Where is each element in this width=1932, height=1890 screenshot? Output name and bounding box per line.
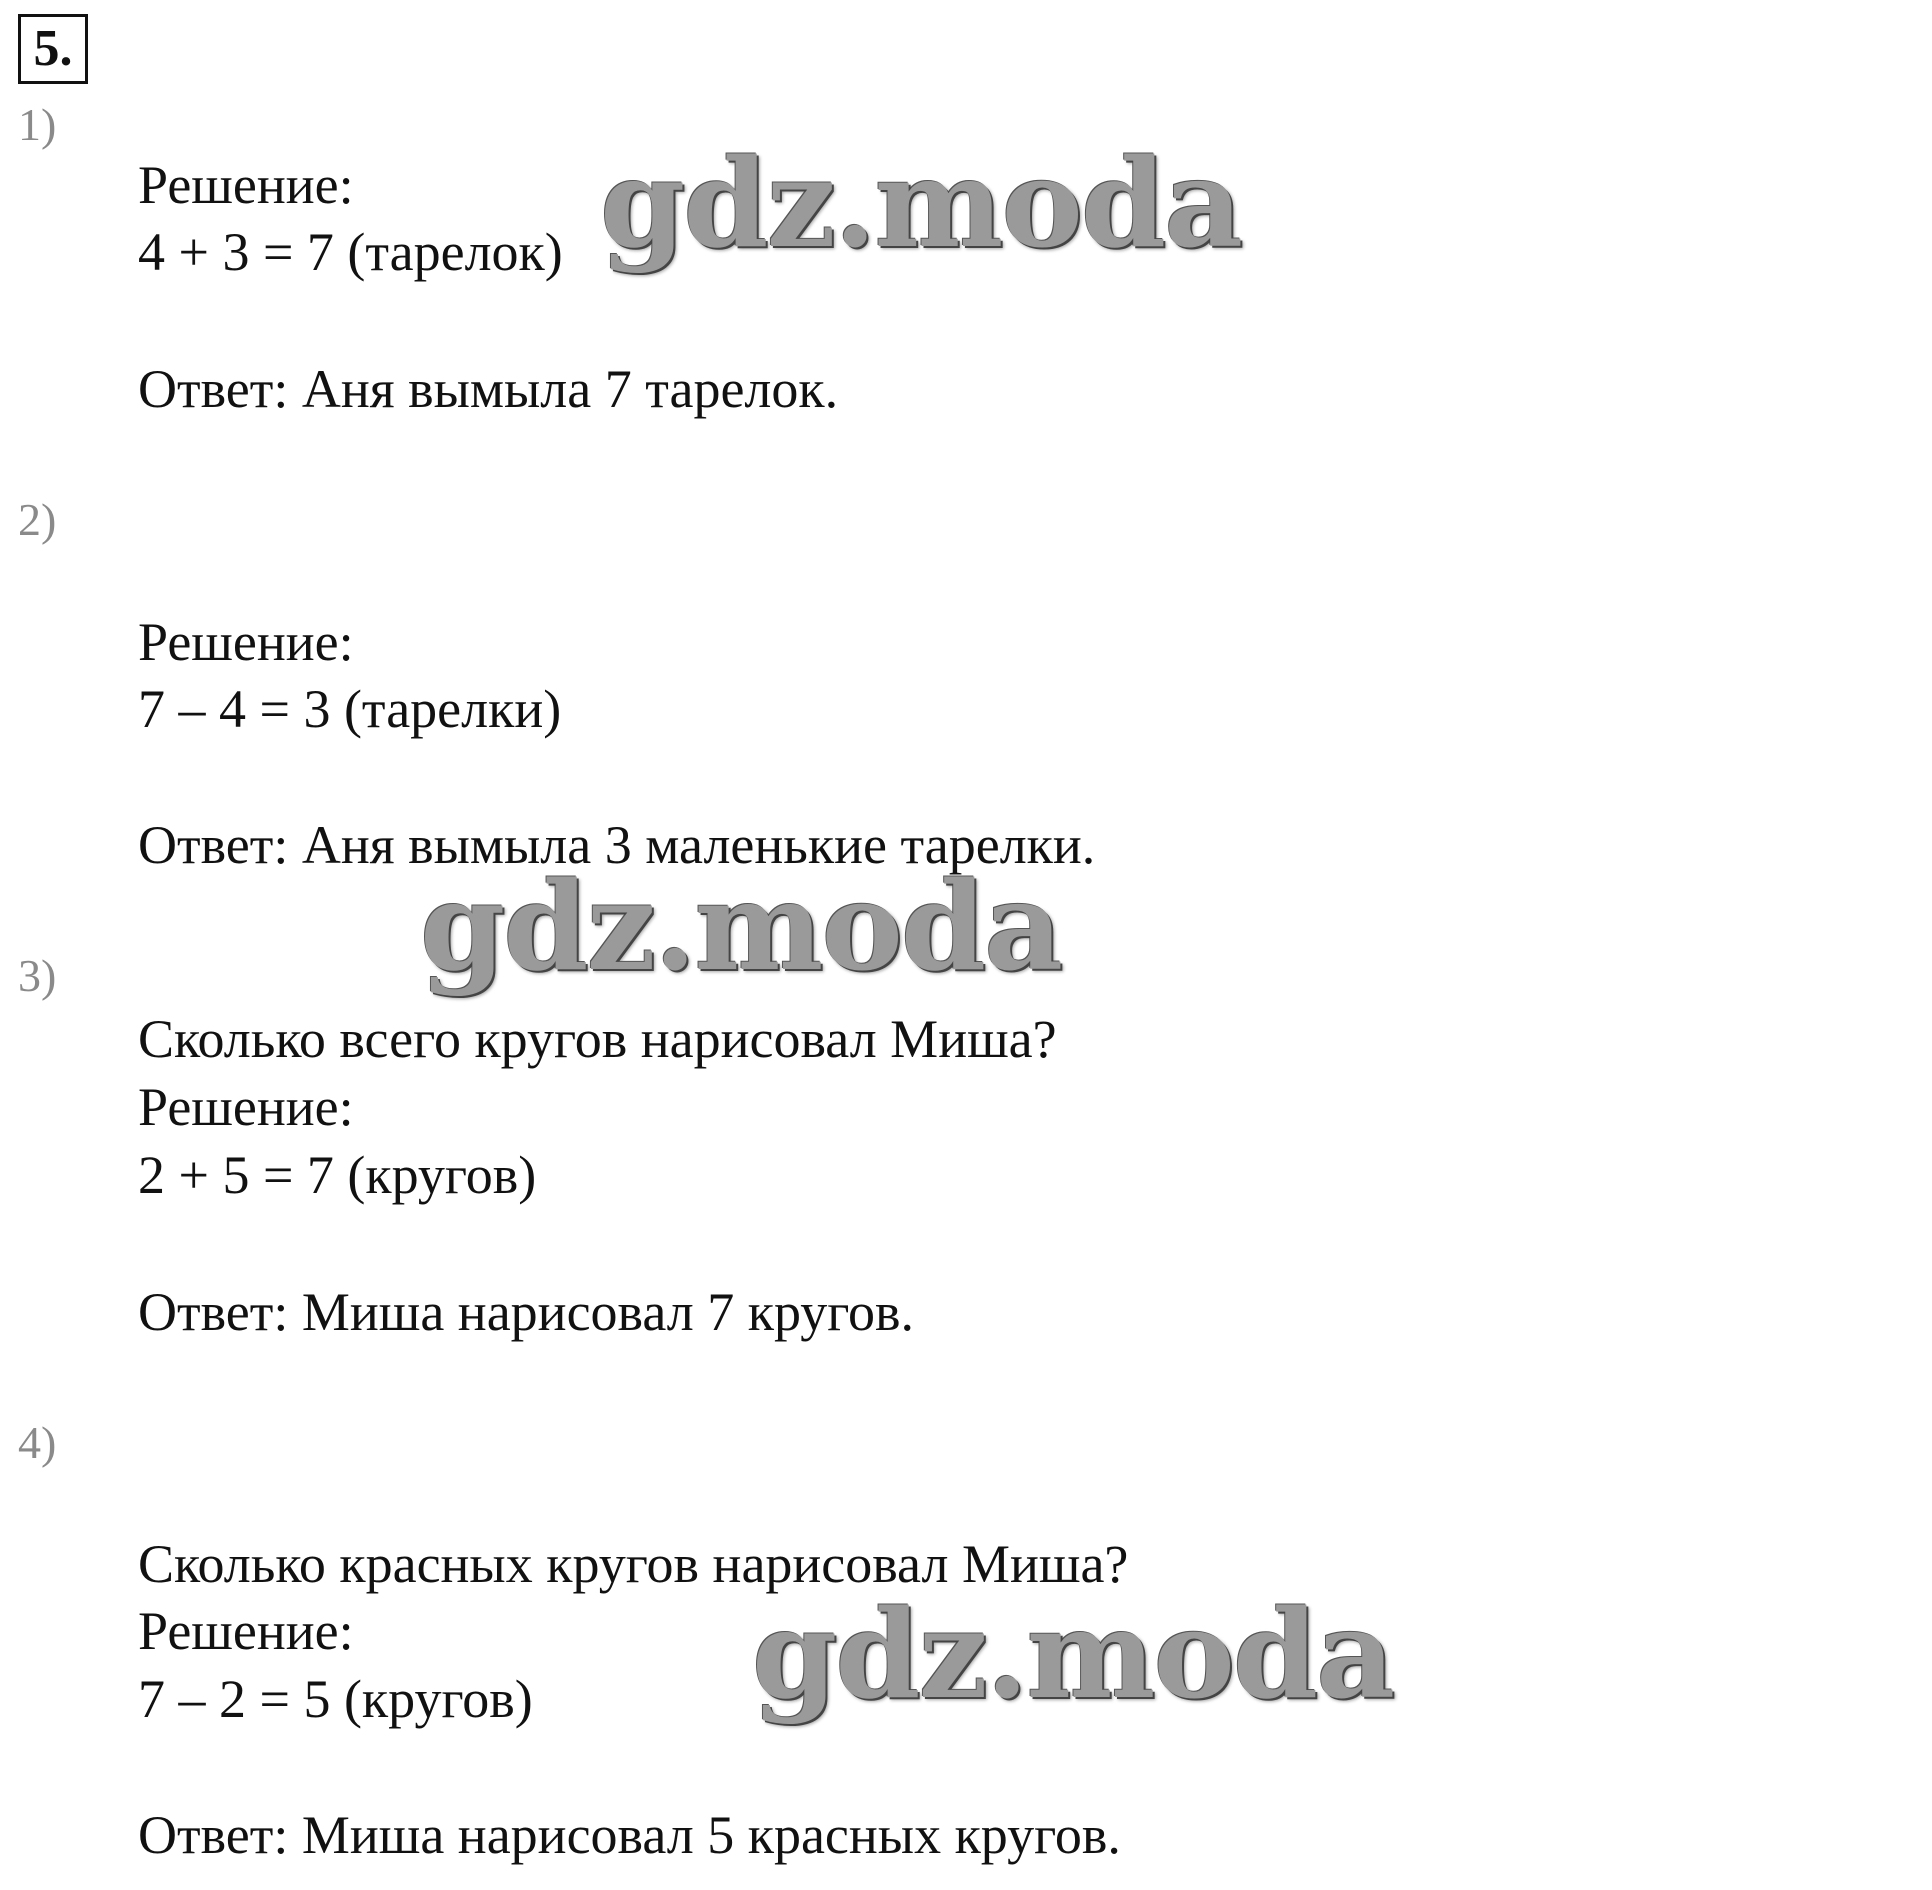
part-label-3: 3) — [18, 950, 57, 1001]
question-3: Сколько всего кругов нарисовал Миша? — [138, 1009, 1057, 1069]
solution-label-4: Решение: — [138, 1601, 354, 1661]
part-label-2: 2) — [18, 494, 57, 545]
faint-background-mark — [270, 780, 353, 930]
answer-3: Ответ: Миша нарисовал 7 кругов. — [138, 1282, 915, 1342]
part-label-1: 1) — [18, 99, 57, 150]
equation-4: 7 – 2 = 5 (кругов) — [138, 1669, 533, 1729]
answer-4: Ответ: Миша нарисовал 5 красных кругов. — [138, 1805, 1121, 1865]
solution-label-1: Решение: — [138, 155, 354, 215]
task-number: 5. — [18, 14, 88, 84]
answer-2: Ответ: Аня вымыла 3 маленькие тарелки. — [138, 815, 1096, 875]
equation-1: 4 + 3 = 7 (тарелок) — [138, 222, 563, 282]
equation-2: 7 – 4 = 3 (тарелки) — [138, 679, 562, 739]
watermark-2: gdz.moda — [420, 854, 1062, 998]
solution-label-3: Решение: — [138, 1077, 354, 1137]
part-label-4: 4) — [18, 1417, 57, 1468]
question-4: Сколько красных кругов нарисовал Миша? — [138, 1534, 1129, 1594]
solution-label-2: Решение: — [138, 612, 354, 672]
answer-1: Ответ: Аня вымыла 7 тарелок. — [138, 359, 839, 419]
equation-3: 2 + 5 = 7 (кругов) — [138, 1145, 537, 1205]
watermark-3: gdz.moda — [752, 1582, 1394, 1726]
watermark-1: gdz.moda — [600, 131, 1242, 275]
